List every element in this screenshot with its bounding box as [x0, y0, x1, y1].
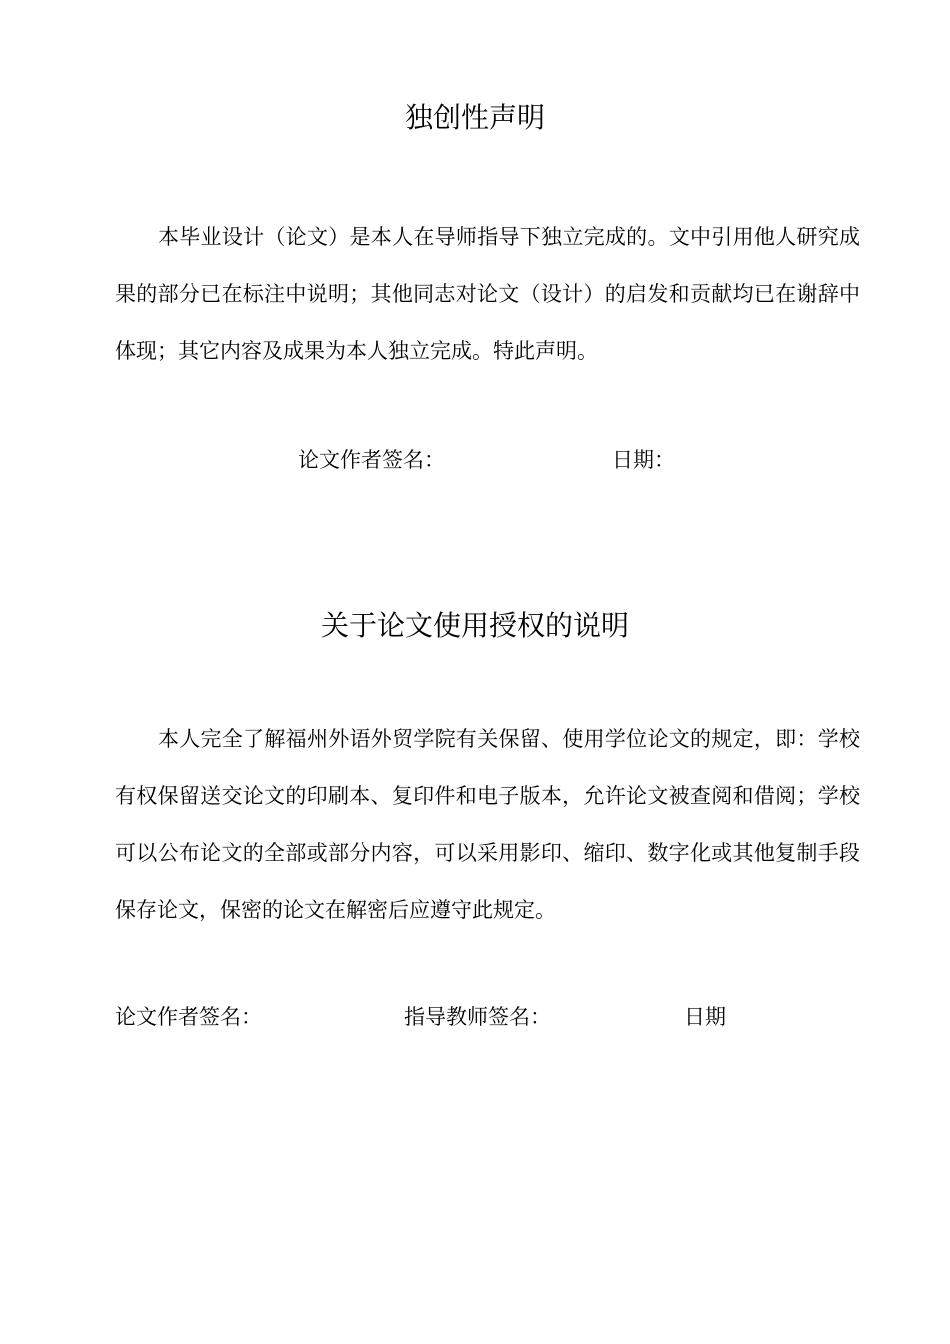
declaration-author-signature-label: 论文作者签名：	[298, 448, 445, 472]
declaration-title: 独创性声明	[404, 101, 545, 134]
authorization-author-signature-label: 论文作者签名：	[115, 1005, 262, 1029]
authorization-date-label: 日期	[684, 1005, 726, 1029]
declaration-date-label: 日期：	[612, 448, 675, 472]
authorization-advisor-signature-label: 指导教师签名：	[404, 1005, 551, 1029]
declaration-body: 本毕业设计（论文）是本人在导师指导下独立完成的。文中引用他人研究成果的部分已在标注中说明；其他同志对论文（设计）的启发和贡献均已在谢辞中体现；其它内容及成果为本人独立完成。特此声明。	[115, 225, 860, 363]
authorization-body: 本人完全了解福州外语外贸学院有关保留、使用学位论文的规定，即：学校有权保留送交论文的印刷本、复印件和电子版本，允许论文被查阅和借阅；学校可以公布论文的全部或部分内容，可以采用影印、缩印、数字化或其他复制手段保存论文，保密的论文在解密后应遵守此规定。	[115, 727, 860, 922]
authorization-title: 关于论文使用授权的说明	[320, 609, 629, 642]
